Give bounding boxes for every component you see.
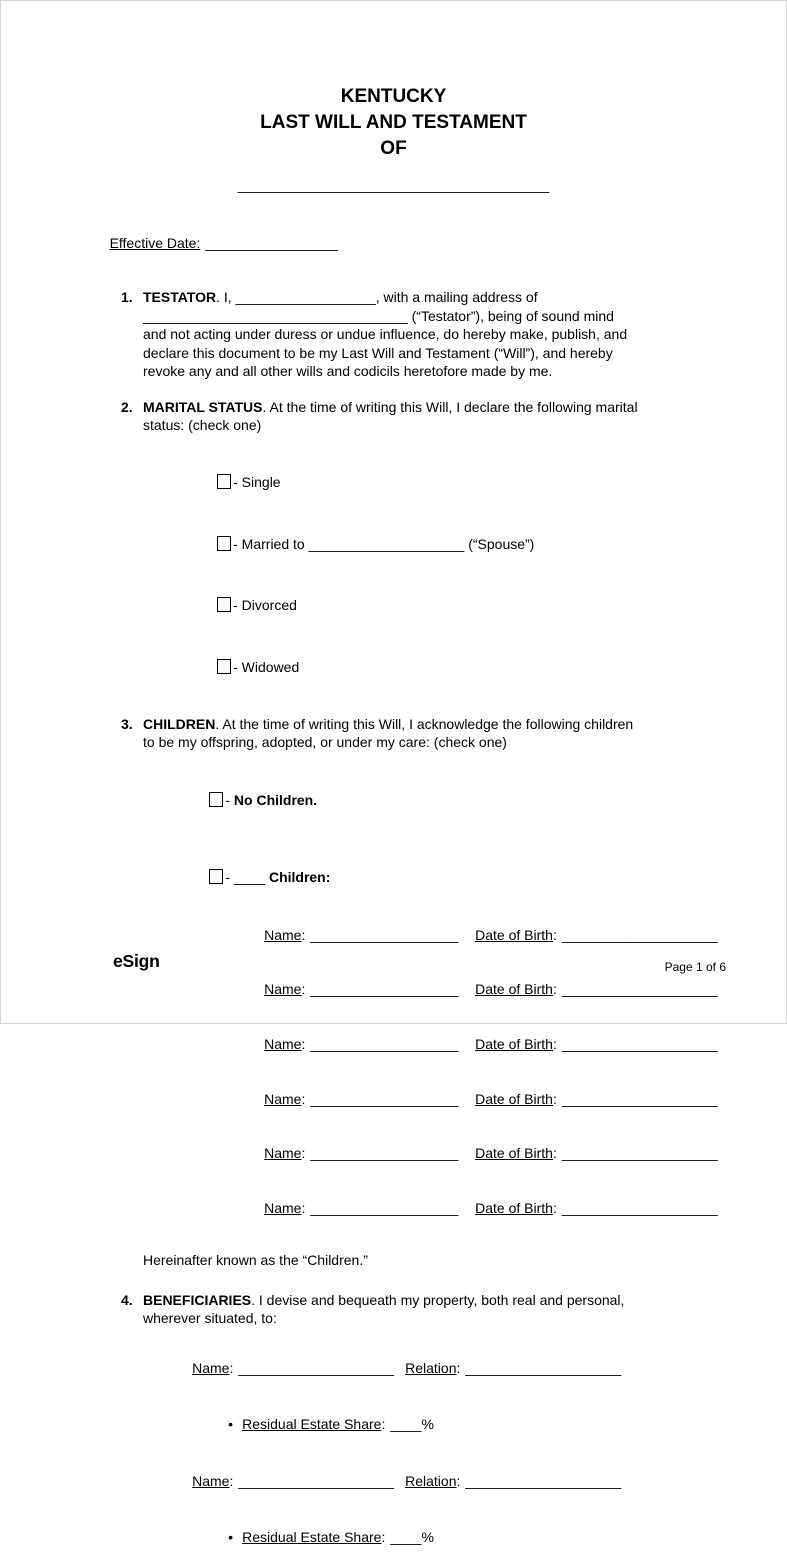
name-label: Name	[264, 926, 302, 943]
text-line	[143, 344, 786, 363]
name-label: Name	[192, 1360, 230, 1377]
dob-label: Date of Birth	[475, 1145, 553, 1162]
colon: :	[301, 1090, 306, 1107]
text-segment: . At the time of writing this Will, I acknowledge the following children	[215, 715, 634, 732]
child-dob-blank: ____________________	[561, 1199, 718, 1216]
text-segment: , with a mailing address of	[375, 289, 538, 305]
dob-label: Date of Birth	[475, 926, 553, 943]
name-label: Name	[264, 1199, 302, 1216]
text-segment: . I,	[216, 289, 236, 305]
dob-label: Date of Birth	[475, 1035, 553, 1052]
title-line-3: OF	[380, 138, 407, 159]
child-dob-blank: ____________________	[561, 981, 718, 998]
colon: :	[381, 1416, 386, 1433]
residual-share-label: Residual Estate Share	[242, 1528, 382, 1545]
colon: :	[301, 1199, 306, 1216]
residual-share-row	[188, 1397, 786, 1453]
colon: :	[229, 1360, 234, 1377]
text-line	[143, 398, 786, 417]
bold-text: BENEFICIARIES	[143, 1291, 252, 1308]
section-number: 3.	[121, 715, 133, 732]
bold-text: TESTATOR	[143, 289, 217, 305]
single-label: - Single	[233, 474, 281, 490]
section-number: 4.	[121, 1291, 133, 1308]
colon: :	[456, 1360, 461, 1377]
section-number: 2.	[121, 398, 133, 415]
has-children-dash: -	[225, 868, 234, 885]
child-row	[233, 908, 786, 963]
colon: :	[301, 926, 306, 943]
relation-label: Relation	[405, 1472, 457, 1489]
child-name-blank: ___________________	[310, 1090, 459, 1107]
child-dob-blank: ____________________	[561, 1090, 718, 1107]
spouse-suffix: (“Spouse”)	[464, 535, 535, 552]
beneficiary-row	[161, 1453, 786, 1509]
colon: :	[456, 1472, 461, 1489]
colon: :	[229, 1472, 234, 1489]
child-name-blank: ___________________	[310, 1145, 459, 1162]
text-line	[143, 1309, 786, 1328]
colon: :	[552, 1199, 557, 1216]
child-dob-blank: ____________________	[561, 1145, 718, 1162]
residual-share-blank: ____	[390, 1416, 422, 1433]
text-segment: status: (check one)	[143, 417, 262, 433]
colon: :	[381, 1528, 386, 1545]
text-segment: declare this document to be my Last Will and Testament (“Will”), and hereby	[143, 344, 613, 361]
child-name-blank: ___________________	[310, 1199, 459, 1216]
child-row	[233, 1017, 786, 1072]
section-marital-paragraph	[143, 398, 786, 435]
no-children-label: No Children.	[233, 792, 318, 808]
text-segment: (“Testator”), being of sound mind	[407, 307, 614, 324]
bold-text: MARITAL STATUS	[143, 398, 263, 415]
dob-label: Date of Birth	[475, 1199, 553, 1216]
effective-date-label: Effective Date:	[109, 235, 201, 251]
option-has-children	[186, 846, 786, 908]
beneficiary-relation-blank: ____________________	[465, 1472, 622, 1489]
testator-name-blank: ________________________________________	[237, 177, 550, 193]
text-line	[143, 416, 786, 435]
child-name-blank: ___________________	[310, 981, 459, 998]
children-note: Hereinafter known as the “Children.”	[143, 1252, 368, 1269]
bullet-icon: •	[228, 1416, 234, 1433]
text-line	[143, 715, 786, 734]
text-segment: to be my offspring, adopted, or under my care: (check one)	[143, 734, 507, 750]
name-label: Name	[264, 981, 302, 998]
single-checkbox[interactable]	[217, 474, 231, 489]
no-children-dash: -	[225, 792, 234, 808]
percent-sign: %	[421, 1416, 434, 1433]
option-no-children	[186, 770, 786, 832]
children-list	[233, 908, 786, 1236]
dob-label: Date of Birth	[475, 981, 553, 998]
widowed-label: - Widowed	[233, 658, 300, 675]
effective-date-blank: _________________	[205, 235, 338, 251]
beneficiary-relation-blank: ____________________	[465, 1360, 622, 1377]
text-segment: revoke any and all other wills and codicils heretofore made by me.	[143, 363, 553, 379]
section-number: 1.	[121, 289, 133, 305]
name-label: Name	[192, 1472, 230, 1489]
relation-label: Relation	[405, 1360, 457, 1377]
section-marital-status	[94, 398, 786, 698]
marital-option-single	[186, 452, 786, 514]
child-dob-blank: ____________________	[561, 926, 718, 943]
beneficiary-name-blank: ____________________	[238, 1472, 395, 1489]
title-line-1: KENTUCKY	[340, 86, 447, 107]
beneficiaries-list	[161, 1341, 786, 1565]
beneficiary-row	[161, 1341, 786, 1397]
title-line-2: LAST WILL AND TESTAMENT	[260, 112, 527, 133]
colon: :	[301, 1145, 306, 1162]
testator-name-blank-line	[1, 175, 786, 195]
text-segment: and not acting under duress or undue influence, do hereby make, publish, and	[143, 326, 628, 342]
page-indicator: Page 1 of 6	[664, 960, 726, 974]
child-row	[233, 1181, 786, 1236]
child-dob-blank: ____________________	[561, 1035, 718, 1052]
no-children-checkbox[interactable]	[209, 792, 223, 807]
marital-option-married	[186, 513, 786, 575]
percent-sign: %	[421, 1528, 434, 1545]
residual-share-row	[188, 1509, 786, 1565]
children-count-blank: ____	[233, 868, 266, 885]
bullet-icon: •	[228, 1528, 234, 1545]
section-beneficiaries	[94, 1291, 786, 1565]
section-beneficiaries-paragraph	[143, 1291, 786, 1328]
beneficiary-name-blank: ____________________	[238, 1360, 395, 1377]
child-row	[233, 1071, 786, 1126]
has-children-checkbox[interactable]	[209, 869, 223, 884]
blank-field: __________________	[235, 289, 376, 305]
dob-label: Date of Birth	[475, 1090, 553, 1107]
document-title	[1, 84, 786, 162]
text-segment: . I devise and bequeath my property, both real and personal,	[251, 1291, 625, 1308]
has-children-label: Children:	[265, 868, 331, 885]
name-label: Name	[264, 1090, 302, 1107]
text-segment: wherever situated, to:	[143, 1310, 277, 1327]
text-line	[143, 733, 786, 752]
section-testator	[94, 288, 786, 381]
section-children	[94, 715, 786, 1270]
spouse-name-blank: ____________________	[308, 535, 465, 552]
divorced-label: - Divorced	[233, 597, 297, 613]
child-name-blank: ___________________	[310, 926, 459, 943]
colon: :	[552, 981, 557, 998]
bold-text: CHILDREN	[143, 715, 216, 732]
widowed-checkbox[interactable]	[217, 659, 231, 674]
colon: :	[552, 1145, 557, 1162]
blank-field: __________________________________	[143, 307, 408, 324]
text-line	[143, 325, 786, 344]
divorced-checkbox[interactable]	[217, 597, 231, 612]
colon: :	[552, 1090, 557, 1107]
child-row	[233, 1126, 786, 1181]
child-name-blank: ___________________	[310, 1035, 459, 1052]
text-line	[143, 288, 786, 307]
colon: :	[552, 1035, 557, 1052]
effective-date-row	[94, 215, 786, 272]
married-label: - Married to	[233, 535, 309, 552]
text-line	[143, 307, 786, 326]
section-testator-paragraph	[143, 288, 786, 381]
marital-options	[186, 452, 786, 698]
text-segment: . At the time of writing this Will, I declare the following marital	[262, 398, 638, 415]
name-label: Name	[264, 1145, 302, 1162]
colon: :	[301, 981, 306, 998]
section-children-paragraph	[143, 715, 786, 752]
marital-option-widowed	[186, 636, 786, 698]
marital-option-divorced	[186, 575, 786, 637]
text-line	[143, 362, 786, 381]
colon: :	[301, 1035, 306, 1052]
esign-logo: eSign	[113, 951, 160, 971]
name-label: Name	[264, 1035, 302, 1052]
text-line	[143, 1291, 786, 1310]
residual-share-label: Residual Estate Share	[242, 1416, 382, 1433]
residual-share-blank: ____	[390, 1528, 422, 1545]
colon: :	[552, 926, 557, 943]
married-checkbox[interactable]	[217, 536, 231, 551]
